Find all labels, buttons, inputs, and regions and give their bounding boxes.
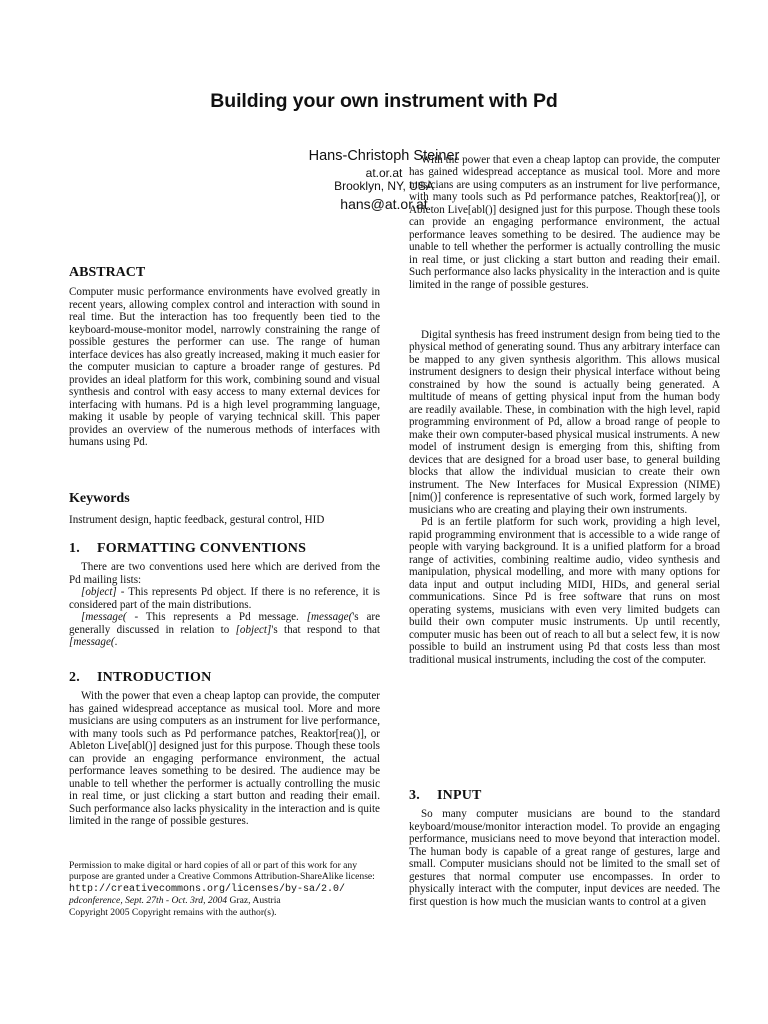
section-1-text: - This represents Pd object. If there is no reference, it is considered part of the main distributions. [69,586,380,611]
author-name: Hans-Christoph Steiner [308,148,460,164]
permission-text: Permission to make digital or hard copies of all or part of this work for any purpose are granted under a Creative Commons Attribution-ShareAlike license: [69,860,375,883]
term-object: [object] [235,623,272,636]
author-location: Brooklyn, NY, USA [334,179,434,193]
section-1-text: 's are generally discussed in relation to [69,611,380,636]
section-3-heading [409,788,482,804]
section-1-body [69,561,380,649]
conference-name: pdconference, Sept. 27th - Oct. 3rd, 2004 [69,895,228,907]
section-3-number: 3. [409,788,420,803]
abstract-body [69,286,380,449]
copyright-footnote [69,860,389,918]
section-2-continuation [409,153,720,329]
section-1-text: - This represents a Pd message. [126,611,307,623]
term-message: [message( [69,636,115,648]
section-2-paragraph-cont: With the power that even a cheap laptop can provide, the computer has gained widespread acceptance as musical tool. More and more musicians are using computers as an instrument for live performance, with many tools such as Pd performance patches, Reaktor[rea()], or Ableton Live[abl()] designed just for this purpose. Though these tools can provide an engaging performance environment, the actual performance leaves something to be desired. The audience may be unable to tell whether the performer is actually controlling the music in real time, or just clicking a start button and reading their email. Such performance also lacks physicality in the interaction and is quite limited in the range of possible gestures. [409,153,720,291]
term-message: [message( [81,611,127,623]
section-2-number: 2. [69,670,80,685]
section-3-body [409,808,720,933]
section-2-heading [69,670,211,686]
term-message: [message( [306,611,353,623]
section-1-text: . [114,636,118,648]
conference-place: Graz, Austria [227,895,281,907]
section-1-text: 's that respond to that [271,623,380,636]
author-email: hans@at.or.at [340,196,428,212]
author-affiliation: at.or.at [365,166,403,180]
section-2-body-left [69,690,380,827]
section-1-paragraph [69,611,380,649]
keywords-body [69,514,380,527]
keywords-heading: Keywords [69,491,130,506]
section-2-paragraph: Pd is an fertile platform for such work, providing a high level, rapid programming environment that is accessible to a wide range of people with varying background. It is a unified platform for a broad range of activities, combining realtime audio, video synthesis and manipulation, physical modelling, and more with many options for data input and output including MIDI, HIDs, and general serial communications. Since Pd is free software that runs on most operating systems, musicians with even very limited budgets can build their own computer music instruments. Up until recently, computer music has been out of reach to all but a select few, it is now possible to build an instrument using Pd that costs less than most traditional musical instruments, including the cost of the computer. [409,516,720,666]
paper-title: Building your own instrument with Pd [210,90,558,112]
abstract-text: Computer music performance environments have evolved greatly in recent years, allowing complex control and interaction with sound in real time. But the interaction has too frequently been tied to the keyboard-mouse-monitor model, narrowly constraining the range of possible gestures the performer can use. The range of human interface devices has also greatly increased, making it much easier for the computer musician to capture a broader range of gestures. Pd provides an ideal platform for this work, combining sound and visual synthesis and control with easy access to many external devices for interfacing with humans. Pd is a high level programming language, making it usable by people of varying technical skill. This paper provides an overview of the numerous methods of interfaces with humans using Pd. [69,286,380,448]
section-2-paragraph: Digital synthesis has freed instrument design from being tied to the physical method of generating sound. Thus any arbitrary interface can be mapped to any given synthesis algorithm. This allows musical instrument designers to design their physical interface without being constrained by how the sound is actually being generated. A multitude of means of getting physical input from the human body are readily available. These, in combination with the high level, rapid programming environment of Pd, allow a broad range of people to make their own computer-based physical musical instruments. A new model of instrument design is emerging from this, shifting from devices that are designed for a broad user base, to general building blocks that allow the individual musician to create their own instrument. The New Interfaces for Musical Expression (NIME)[nim()] conference is representative of such work, formed largely by musicians who are creating and playing their own instruments. [409,328,720,516]
abstract-heading: ABSTRACT [69,265,146,280]
section-3-paragraph: So many computer musicians are bound to the standard keyboard/mouse/monitor interaction model. To provide an engaging performance, musicians need to move beyond that interaction model. The human body is capable of a great range of gestures, large and small. Computer musicians should not be limited to the small set of gestures that normal computer use encompasses. In order to physically interact with the computer, input devices are needed. The first question is how much the musician wants to control at a given [409,808,720,908]
keywords-text: Instrument design, haptic feedback, gestural control, HID [69,514,325,526]
section-1-heading [69,541,306,557]
license-link[interactable]: http://creativecommons.org/licenses/by-sa/2.0/ [69,883,346,895]
section-3-title: INPUT [437,788,482,803]
section-2-paragraph: With the power that even a cheap laptop can provide, the computer has gained widespread acceptance as musical tool. More and more musicians are using computers as an instrument for live performance, with many tools such as Pd performance patches, Reaktor[rea()], or Ableton Live[abl()] designed just for this purpose. Though these tools can provide an engaging performance environment, the actual performance leaves something to be desired. The audience may be unable to tell whether the performer is actually controlling the music in real time, or just clicking a start button and reading their email. Such performance also lacks physicality in the interaction and is quite limited in the range of possible gestures. [69,690,380,827]
section-2-body-right [409,153,720,666]
section-1-number: 1. [69,541,80,556]
section-1-paragraph: There are two conventions used here which are derived from the Pd mailing lists: [69,561,380,586]
section-1-paragraph [69,586,380,611]
section-2-title: INTRODUCTION [97,670,212,685]
copyright-text: Copyright 2005 Copyright remains with the author(s). [69,906,277,918]
term-object: [object] [81,586,117,598]
section-1-title: FORMATTING CONVENTIONS [97,541,307,556]
